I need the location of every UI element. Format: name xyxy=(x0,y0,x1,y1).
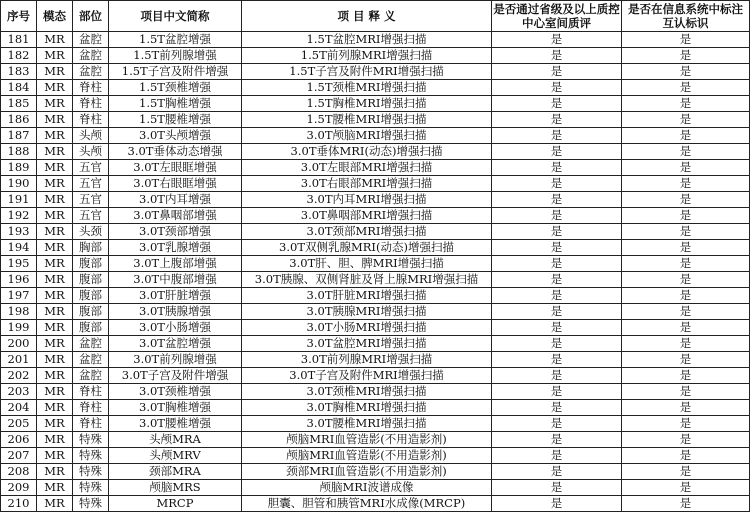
serial-number-cell: 205 xyxy=(1,416,37,432)
project-definition-cell: 3.0T左眼部MRI增强扫描 xyxy=(242,160,492,176)
serial-number-cell: 187 xyxy=(1,128,37,144)
project-short-name-cell: 1.5T前列腺增强 xyxy=(109,48,242,64)
project-short-name-cell: 3.0T头颅增强 xyxy=(109,128,242,144)
table-row xyxy=(1,224,750,240)
serial-number-cell: 188 xyxy=(1,144,37,160)
serial-number-cell: 203 xyxy=(1,384,37,400)
modality-cell: MR xyxy=(37,80,73,96)
project-definition-cell: 1.5T胸椎MRI增强扫描 xyxy=(242,96,492,112)
project-short-name-cell: 颅脑MRS xyxy=(109,480,242,496)
quality-assessment-cell: 是 xyxy=(492,400,622,416)
serial-number-cell: 183 xyxy=(1,64,37,80)
serial-number-cell: 210 xyxy=(1,496,37,512)
table-row xyxy=(1,400,750,416)
quality-assessment-cell: 是 xyxy=(492,320,622,336)
modality-cell: MR xyxy=(37,352,73,368)
mutual-recognition-cell: 是 xyxy=(622,160,750,176)
mutual-recognition-cell: 是 xyxy=(622,496,750,512)
project-definition-cell: 1.5T颈椎MRI增强扫描 xyxy=(242,80,492,96)
table-row xyxy=(1,240,750,256)
modality-cell: MR xyxy=(37,32,73,48)
serial-number-cell: 208 xyxy=(1,464,37,480)
table-row xyxy=(1,208,750,224)
project-definition-cell: 3.0T盆腔MRI增强扫描 xyxy=(242,336,492,352)
header-project-short-name: 项目中文简称 xyxy=(109,1,242,32)
quality-assessment-cell: 是 xyxy=(492,208,622,224)
body-part-cell: 脊柱 xyxy=(73,416,109,432)
project-definition-cell: 1.5T盆腔MRI增强扫描 xyxy=(242,32,492,48)
quality-assessment-cell: 是 xyxy=(492,496,622,512)
table-row xyxy=(1,480,750,496)
mutual-recognition-cell: 是 xyxy=(622,256,750,272)
table-row xyxy=(1,464,750,480)
serial-number-cell: 181 xyxy=(1,32,37,48)
quality-assessment-cell: 是 xyxy=(492,448,622,464)
project-definition-cell: 1.5T前列腺MRI增强扫描 xyxy=(242,48,492,64)
project-short-name-cell: 颈部MRA xyxy=(109,464,242,480)
modality-cell: MR xyxy=(37,64,73,80)
mutual-recognition-cell: 是 xyxy=(622,480,750,496)
project-short-name-cell: 3.0T内耳增强 xyxy=(109,192,242,208)
mutual-recognition-cell: 是 xyxy=(622,144,750,160)
mutual-recognition-cell: 是 xyxy=(622,416,750,432)
modality-cell: MR xyxy=(37,288,73,304)
modality-cell: MR xyxy=(37,112,73,128)
quality-assessment-cell: 是 xyxy=(492,368,622,384)
project-definition-cell: 3.0T胸椎MRI增强扫描 xyxy=(242,400,492,416)
body-part-cell: 胸部 xyxy=(73,240,109,256)
project-short-name-cell: 3.0T肝脏增强 xyxy=(109,288,242,304)
table-row xyxy=(1,112,750,128)
modality-cell: MR xyxy=(37,448,73,464)
table-row xyxy=(1,128,750,144)
table-row xyxy=(1,144,750,160)
project-short-name-cell: MRCP xyxy=(109,496,242,512)
body-part-cell: 盆腔 xyxy=(73,48,109,64)
modality-cell: MR xyxy=(37,320,73,336)
serial-number-cell: 198 xyxy=(1,304,37,320)
project-definition-cell: 3.0T肝、胆、脾MRI增强扫描 xyxy=(242,256,492,272)
body-part-cell: 盆腔 xyxy=(73,368,109,384)
project-definition-cell: 3.0T双侧乳腺MRI(动态)增强扫描 xyxy=(242,240,492,256)
quality-assessment-cell: 是 xyxy=(492,192,622,208)
project-short-name-cell: 1.5T胸椎增强 xyxy=(109,96,242,112)
modality-cell: MR xyxy=(37,224,73,240)
project-definition-cell: 3.0T肝脏MRI增强扫描 xyxy=(242,288,492,304)
table-row xyxy=(1,80,750,96)
mutual-recognition-cell: 是 xyxy=(622,400,750,416)
table-row xyxy=(1,96,750,112)
serial-number-cell: 186 xyxy=(1,112,37,128)
quality-assessment-cell: 是 xyxy=(492,96,622,112)
quality-assessment-cell: 是 xyxy=(492,48,622,64)
quality-assessment-cell: 是 xyxy=(492,112,622,128)
table-row xyxy=(1,256,750,272)
quality-assessment-cell: 是 xyxy=(492,144,622,160)
mutual-recognition-cell: 是 xyxy=(622,48,750,64)
serial-number-cell: 197 xyxy=(1,288,37,304)
body-part-cell: 腹部 xyxy=(73,320,109,336)
header-body-part: 部位 xyxy=(73,1,109,32)
body-part-cell: 五官 xyxy=(73,208,109,224)
project-short-name-cell: 头颅MRA xyxy=(109,432,242,448)
serial-number-cell: 207 xyxy=(1,448,37,464)
quality-assessment-cell: 是 xyxy=(492,480,622,496)
serial-number-cell: 195 xyxy=(1,256,37,272)
project-short-name-cell: 3.0T鼻咽部增强 xyxy=(109,208,242,224)
project-definition-cell: 3.0T子宫及附件MRI增强扫描 xyxy=(242,368,492,384)
mutual-recognition-cell: 是 xyxy=(622,272,750,288)
mutual-recognition-cell: 是 xyxy=(622,288,750,304)
body-part-cell: 脊柱 xyxy=(73,400,109,416)
project-definition-cell: 3.0T颅脑MRI增强扫描 xyxy=(242,128,492,144)
body-part-cell: 腹部 xyxy=(73,304,109,320)
project-definition-cell: 1.5T子宫及附件MRI增强扫描 xyxy=(242,64,492,80)
serial-number-cell: 182 xyxy=(1,48,37,64)
body-part-cell: 腹部 xyxy=(73,288,109,304)
table-row xyxy=(1,336,750,352)
mutual-recognition-cell: 是 xyxy=(622,432,750,448)
quality-assessment-cell: 是 xyxy=(492,160,622,176)
serial-number-cell: 209 xyxy=(1,480,37,496)
table-row xyxy=(1,288,750,304)
project-short-name-cell: 3.0T颈部增强 xyxy=(109,224,242,240)
quality-assessment-cell: 是 xyxy=(492,128,622,144)
mutual-recognition-cell: 是 xyxy=(622,64,750,80)
modality-cell: MR xyxy=(37,400,73,416)
quality-assessment-cell: 是 xyxy=(492,240,622,256)
project-definition-cell: 3.0T胰腺MRI增强扫描 xyxy=(242,304,492,320)
quality-assessment-cell: 是 xyxy=(492,272,622,288)
project-short-name-cell: 1.5T盆腔增强 xyxy=(109,32,242,48)
modality-cell: MR xyxy=(37,384,73,400)
header-quality-assessment: 是否通过省级及以上质控中心室间质评 xyxy=(493,2,620,30)
mutual-recognition-cell: 是 xyxy=(622,192,750,208)
modality-cell: MR xyxy=(37,304,73,320)
quality-assessment-cell: 是 xyxy=(492,176,622,192)
modality-cell: MR xyxy=(37,240,73,256)
project-short-name-cell: 1.5T子宫及附件增强 xyxy=(109,64,242,80)
quality-assessment-cell: 是 xyxy=(492,288,622,304)
project-short-name-cell: 3.0T中腹部增强 xyxy=(109,272,242,288)
body-part-cell: 五官 xyxy=(73,192,109,208)
project-definition-cell: 胆囊、胆管和胰管MRI水成像(MRCP) xyxy=(242,496,492,512)
body-part-cell: 特殊 xyxy=(73,448,109,464)
serial-number-cell: 194 xyxy=(1,240,37,256)
mutual-recognition-cell: 是 xyxy=(622,464,750,480)
body-part-cell: 脊柱 xyxy=(73,112,109,128)
header-serial-number: 序号 xyxy=(1,1,37,32)
modality-cell: MR xyxy=(37,368,73,384)
table-row xyxy=(1,416,750,432)
project-definition-cell: 3.0T颈部MRI增强扫描 xyxy=(242,224,492,240)
quality-assessment-cell: 是 xyxy=(492,432,622,448)
modality-cell: MR xyxy=(37,496,73,512)
project-definition-cell: 3.0T右眼部MRI增强扫描 xyxy=(242,176,492,192)
modality-cell: MR xyxy=(37,208,73,224)
modality-cell: MR xyxy=(37,416,73,432)
mutual-recognition-cell: 是 xyxy=(622,96,750,112)
serial-number-cell: 191 xyxy=(1,192,37,208)
modality-cell: MR xyxy=(37,464,73,480)
project-definition-cell: 3.0T鼻咽部MRI增强扫描 xyxy=(242,208,492,224)
quality-assessment-cell: 是 xyxy=(492,80,622,96)
quality-assessment-cell: 是 xyxy=(492,224,622,240)
project-short-name-cell: 3.0T垂体动态增强 xyxy=(109,144,242,160)
serial-number-cell: 184 xyxy=(1,80,37,96)
table-row xyxy=(1,176,750,192)
body-part-cell: 脊柱 xyxy=(73,96,109,112)
mutual-recognition-cell: 是 xyxy=(622,224,750,240)
project-short-name-cell: 头颅MRV xyxy=(109,448,242,464)
serial-number-cell: 185 xyxy=(1,96,37,112)
body-part-cell: 腹部 xyxy=(73,272,109,288)
project-short-name-cell: 3.0T右眼眶增强 xyxy=(109,176,242,192)
mutual-recognition-cell: 是 xyxy=(622,128,750,144)
project-short-name-cell: 3.0T乳腺增强 xyxy=(109,240,242,256)
project-short-name-cell: 3.0T子宫及附件增强 xyxy=(109,368,242,384)
modality-cell: MR xyxy=(37,432,73,448)
table-row xyxy=(1,192,750,208)
project-short-name-cell: 3.0T颈椎增强 xyxy=(109,384,242,400)
project-short-name-cell: 3.0T小肠增强 xyxy=(109,320,242,336)
body-part-cell: 特殊 xyxy=(73,496,109,512)
modality-cell: MR xyxy=(37,160,73,176)
project-definition-cell: 3.0T垂体MRI(动态)增强扫描 xyxy=(242,144,492,160)
quality-assessment-cell: 是 xyxy=(492,464,622,480)
modality-cell: MR xyxy=(37,272,73,288)
body-part-cell: 头颅 xyxy=(73,144,109,160)
project-short-name-cell: 3.0T胰腺增强 xyxy=(109,304,242,320)
modality-cell: MR xyxy=(37,336,73,352)
quality-assessment-cell: 是 xyxy=(492,32,622,48)
body-part-cell: 脊柱 xyxy=(73,384,109,400)
table-row xyxy=(1,368,750,384)
quality-assessment-cell: 是 xyxy=(492,336,622,352)
mutual-recognition-cell: 是 xyxy=(622,448,750,464)
project-definition-cell: 颅脑MRI波谱成像 xyxy=(242,480,492,496)
mutual-recognition-cell: 是 xyxy=(622,336,750,352)
table-row xyxy=(1,432,750,448)
mutual-recognition-cell: 是 xyxy=(622,320,750,336)
serial-number-cell: 196 xyxy=(1,272,37,288)
project-definition-cell: 颅脑MRI血管造影(不用造影剂) xyxy=(242,432,492,448)
header-project-definition: 项 目 释 义 xyxy=(242,1,492,32)
project-short-name-cell: 3.0T盆腔增强 xyxy=(109,336,242,352)
project-definition-cell: 3.0T前列腺MRI增强扫描 xyxy=(242,352,492,368)
serial-number-cell: 193 xyxy=(1,224,37,240)
table-header-row xyxy=(1,1,750,32)
header-modality: 模态 xyxy=(37,1,73,32)
modality-cell: MR xyxy=(37,96,73,112)
project-definition-cell: 1.5T腰椎MRI增强扫描 xyxy=(242,112,492,128)
table-row xyxy=(1,32,750,48)
table-body xyxy=(1,32,750,512)
serial-number-cell: 206 xyxy=(1,432,37,448)
body-part-cell: 特殊 xyxy=(73,480,109,496)
project-short-name-cell: 3.0T前列腺增强 xyxy=(109,352,242,368)
body-part-cell: 头颈 xyxy=(73,224,109,240)
body-part-cell: 盆腔 xyxy=(73,32,109,48)
table-row xyxy=(1,304,750,320)
project-definition-cell: 3.0T胰腺、双侧肾脏及肾上腺MRI增强扫描 xyxy=(242,272,492,288)
project-short-name-cell: 3.0T胸椎增强 xyxy=(109,400,242,416)
quality-assessment-cell: 是 xyxy=(492,256,622,272)
project-definition-cell: 颈部MRI血管造影(不用造影剂) xyxy=(242,464,492,480)
project-short-name-cell: 3.0T上腹部增强 xyxy=(109,256,242,272)
table-row xyxy=(1,160,750,176)
serial-number-cell: 199 xyxy=(1,320,37,336)
project-short-name-cell: 3.0T左眼眶增强 xyxy=(109,160,242,176)
body-part-cell: 盆腔 xyxy=(73,336,109,352)
quality-assessment-cell: 是 xyxy=(492,416,622,432)
table-row xyxy=(1,272,750,288)
serial-number-cell: 192 xyxy=(1,208,37,224)
serial-number-cell: 202 xyxy=(1,368,37,384)
body-part-cell: 五官 xyxy=(73,160,109,176)
modality-cell: MR xyxy=(37,176,73,192)
quality-assessment-cell: 是 xyxy=(492,352,622,368)
modality-cell: MR xyxy=(37,48,73,64)
table-row xyxy=(1,384,750,400)
modality-cell: MR xyxy=(37,144,73,160)
body-part-cell: 特殊 xyxy=(73,432,109,448)
mutual-recognition-cell: 是 xyxy=(622,240,750,256)
modality-cell: MR xyxy=(37,192,73,208)
body-part-cell: 五官 xyxy=(73,176,109,192)
table-row xyxy=(1,496,750,512)
header-mutual-recognition: 是否在信息系统中标注互认标识 xyxy=(622,1,750,32)
project-short-name-cell: 1.5T颈椎增强 xyxy=(109,80,242,96)
modality-cell: MR xyxy=(37,256,73,272)
table-row xyxy=(1,448,750,464)
quality-assessment-cell: 是 xyxy=(492,304,622,320)
serial-number-cell: 189 xyxy=(1,160,37,176)
table-row xyxy=(1,64,750,80)
project-definition-cell: 3.0T腰椎MRI增强扫描 xyxy=(242,416,492,432)
serial-number-cell: 201 xyxy=(1,352,37,368)
quality-assessment-cell: 是 xyxy=(492,384,622,400)
table-row xyxy=(1,352,750,368)
serial-number-cell: 204 xyxy=(1,400,37,416)
project-definition-cell: 3.0T颈椎MRI增强扫描 xyxy=(242,384,492,400)
mutual-recognition-cell: 是 xyxy=(622,304,750,320)
serial-number-cell: 190 xyxy=(1,176,37,192)
serial-number-cell: 200 xyxy=(1,336,37,352)
table-row xyxy=(1,48,750,64)
mutual-recognition-cell: 是 xyxy=(622,176,750,192)
project-short-name-cell: 3.0T腰椎增强 xyxy=(109,416,242,432)
project-definition-cell: 颅脑MRI血管造影(不用造影剂) xyxy=(242,448,492,464)
project-short-name-cell: 1.5T腰椎增强 xyxy=(109,112,242,128)
mutual-recognition-cell: 是 xyxy=(622,384,750,400)
body-part-cell: 腹部 xyxy=(73,256,109,272)
body-part-cell: 盆腔 xyxy=(73,64,109,80)
modality-cell: MR xyxy=(37,480,73,496)
modality-cell: MR xyxy=(37,128,73,144)
project-definition-cell: 3.0T小肠MRI增强扫描 xyxy=(242,320,492,336)
mutual-recognition-cell: 是 xyxy=(622,368,750,384)
mutual-recognition-cell: 是 xyxy=(622,32,750,48)
quality-assessment-cell: 是 xyxy=(492,64,622,80)
body-part-cell: 头颅 xyxy=(73,128,109,144)
project-definition-cell: 3.0T内耳MRI增强扫描 xyxy=(242,192,492,208)
body-part-cell: 特殊 xyxy=(73,464,109,480)
table-row xyxy=(1,320,750,336)
mutual-recognition-cell: 是 xyxy=(622,208,750,224)
mutual-recognition-cell: 是 xyxy=(622,112,750,128)
body-part-cell: 脊柱 xyxy=(73,80,109,96)
body-part-cell: 盆腔 xyxy=(73,352,109,368)
mutual-recognition-cell: 是 xyxy=(622,80,750,96)
mutual-recognition-cell: 是 xyxy=(622,352,750,368)
